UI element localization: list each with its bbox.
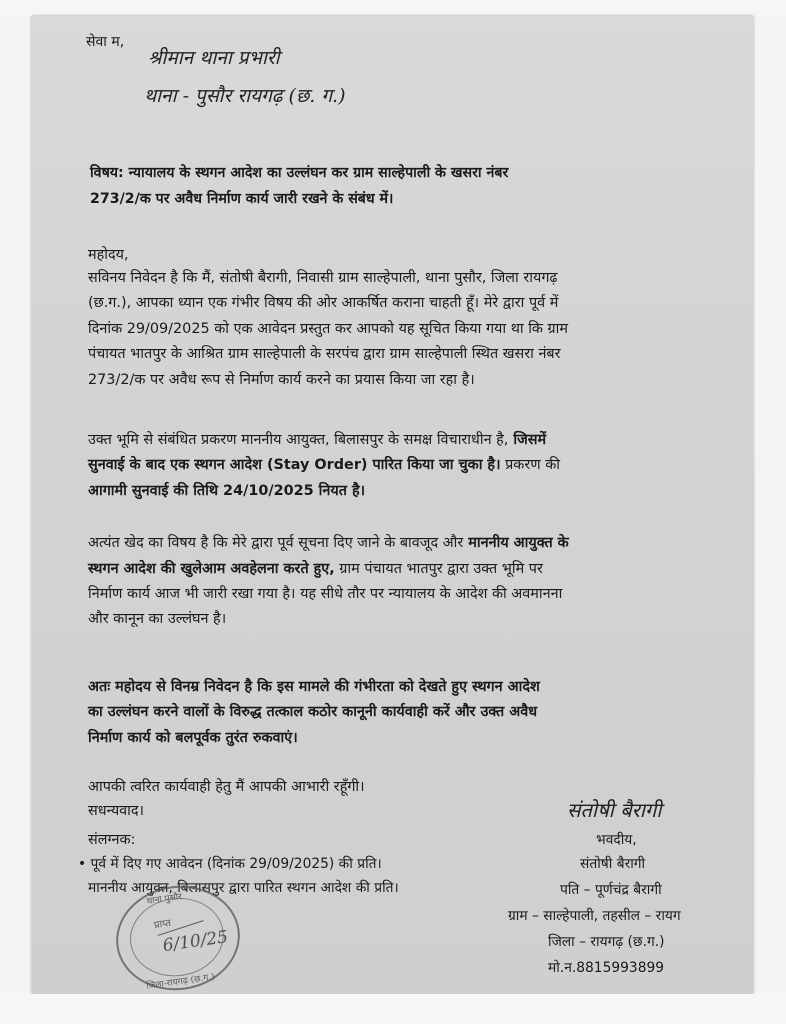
para3-line-2-bold: स्थगन आदेश की खुलेआम अवहेलना करते हुए, (88, 561, 335, 577)
para4-line-2: का उल्लंघन करने वालों के विरुद्ध तत्काल कठोर कानूनी कार्यवाही करें और उक्त अवैध (88, 704, 538, 720)
stamp-ring-bottom: जिला-रायगढ़ (छ.ग.) (145, 972, 216, 992)
para1-line-1: सविनय निवेदन है कि मैं, संतोषी बैरागी, निवासी ग्राम साल्हेपाली, थाना पुसौर, जिला रायगढ़ (88, 270, 558, 286)
enclosure-item-2: माननीय आयुक्त, बिलासपुर द्वारा पारित स्थगन आदेश की प्रति। (88, 880, 399, 896)
sender-mobile: मो.न.8815993899 (548, 960, 665, 976)
para3-line-2 (88, 559, 543, 579)
para3-line-4: और कानून का उल्लंघन है। (88, 611, 227, 627)
para4-line-1: अतः महोदय से विनम्र निवेदन है कि इस मामले की गंभीरता को देखते हुए स्थगन आदेश (88, 679, 540, 695)
subject-line-2: 273/2/क पर अवैध निर्माण कार्य जारी रखने के संबंध में। (90, 191, 394, 207)
para1-line-2: (छ.ग.), आपका ध्यान एक गंभीर विषय की ओर आकर्षित कराना चाहती हूँ। मेरे द्वारा पूर्व में (88, 295, 559, 311)
para4-line-3: निर्माण कार्य को बलपूर्वक तुरंत रुकवाएं। (88, 730, 298, 746)
sender-husband: पति – पूर्णचंद्र बैरागी (560, 882, 662, 898)
top-frame (0, 0, 786, 16)
sender-district: जिला – रायगढ़ (छ.ग.) (548, 934, 665, 950)
para3-line-1 (88, 533, 569, 553)
salutation: महोदय, (88, 247, 129, 263)
para1-line-4: पंचायत भातपुर के आश्रित ग्राम साल्हेपाली के सरपंच द्वारा ग्राम साल्हेपाली स्थित खसरा नंबर (88, 346, 561, 362)
sender-name: संतोषी बैरागी (580, 856, 646, 872)
para3-line-1-bold: माननीय आयुक्त के (463, 535, 569, 551)
para3-line-1-text: अत्यंत खेद का विषय है कि मेरे द्वारा पूर्व सूचना दिए जाने के बावजूद और (88, 535, 464, 551)
enclosure-title: संलग्नक: (88, 832, 136, 848)
closing-line: आपकी त्वरित कार्यवाही हेतु मैं आपकी आभारी रहूँगी। (88, 779, 365, 795)
para2-line-2-text: प्रकरण की (500, 457, 560, 473)
bottom-frame (0, 994, 786, 1024)
para3-line-2-text: ग्राम पंचायत भातपुर द्वारा उक्त भूमि पर (334, 561, 543, 577)
enclosure-item-1 (78, 854, 382, 874)
to-prefix: सेवा म, (86, 34, 125, 50)
handwritten-signature: संतोषी बैरागी (567, 798, 662, 822)
subject-line-1: विषय: न्यायालय के स्थगन आदेश का उल्लंघन कर ग्राम साल्हेपाली के खसरा नंबर (90, 165, 509, 181)
para2-line-1-bold: जिसमें (508, 432, 547, 448)
letter-page (32, 16, 753, 994)
sender-village: ग्राम – साल्हेपाली, तहसील – रायग (508, 908, 681, 924)
stamp-handwritten-date: 6/10/25 (161, 927, 230, 957)
handwritten-recipient-line2: थाना - पुसौर रायगढ़ (छ. ग.) (144, 85, 346, 107)
para2-line-1-text: उक्त भूमि से संबंधित प्रकरण माननीय आयुक्त, बिलासपुर के समक्ष विचाराधीन है, (88, 432, 509, 448)
para1-line-3: दिनांक 29/09/2025 को एक आवेदन प्रस्तुत कर आपको यह सूचित किया गया था कि ग्राम (88, 321, 568, 337)
closing-thanks: सधन्यवाद। (88, 803, 144, 819)
para2-line-3: आगामी सुनवाई की तिथि 24/10/2025 नियत है। (88, 483, 366, 499)
stamp-ring-top: थाना पुसौर (145, 892, 183, 907)
enclosure-item-1-text: पूर्व में दिए गए आवेदन (दिनांक 29/09/2025) की प्रति। (90, 856, 382, 872)
para1-line-5: 273/2/क पर अवैध रूप से निर्माण कार्य करने का प्रयास किया जा रहा है। (88, 372, 475, 388)
stamp-received: प्राप्त (153, 917, 172, 932)
handwritten-recipient-line1: श्रीमान थाना प्रभारी (148, 47, 280, 69)
para2-line-2-bold: सुनवाई के बाद एक स्थगन आदेश (Stay Order) पारित किया जा चुका है। (88, 457, 501, 473)
sender-yours: भवदीय, (596, 832, 637, 848)
bullet-icon: • (78, 856, 91, 872)
para3-line-3: निर्माण कार्य आज भी जारी रखा गया है। यह सीधे तौर पर न्यायालय के आदेश की अवमानना (88, 586, 563, 602)
para2-line-1 (88, 430, 546, 450)
para2-line-2 (88, 455, 560, 475)
